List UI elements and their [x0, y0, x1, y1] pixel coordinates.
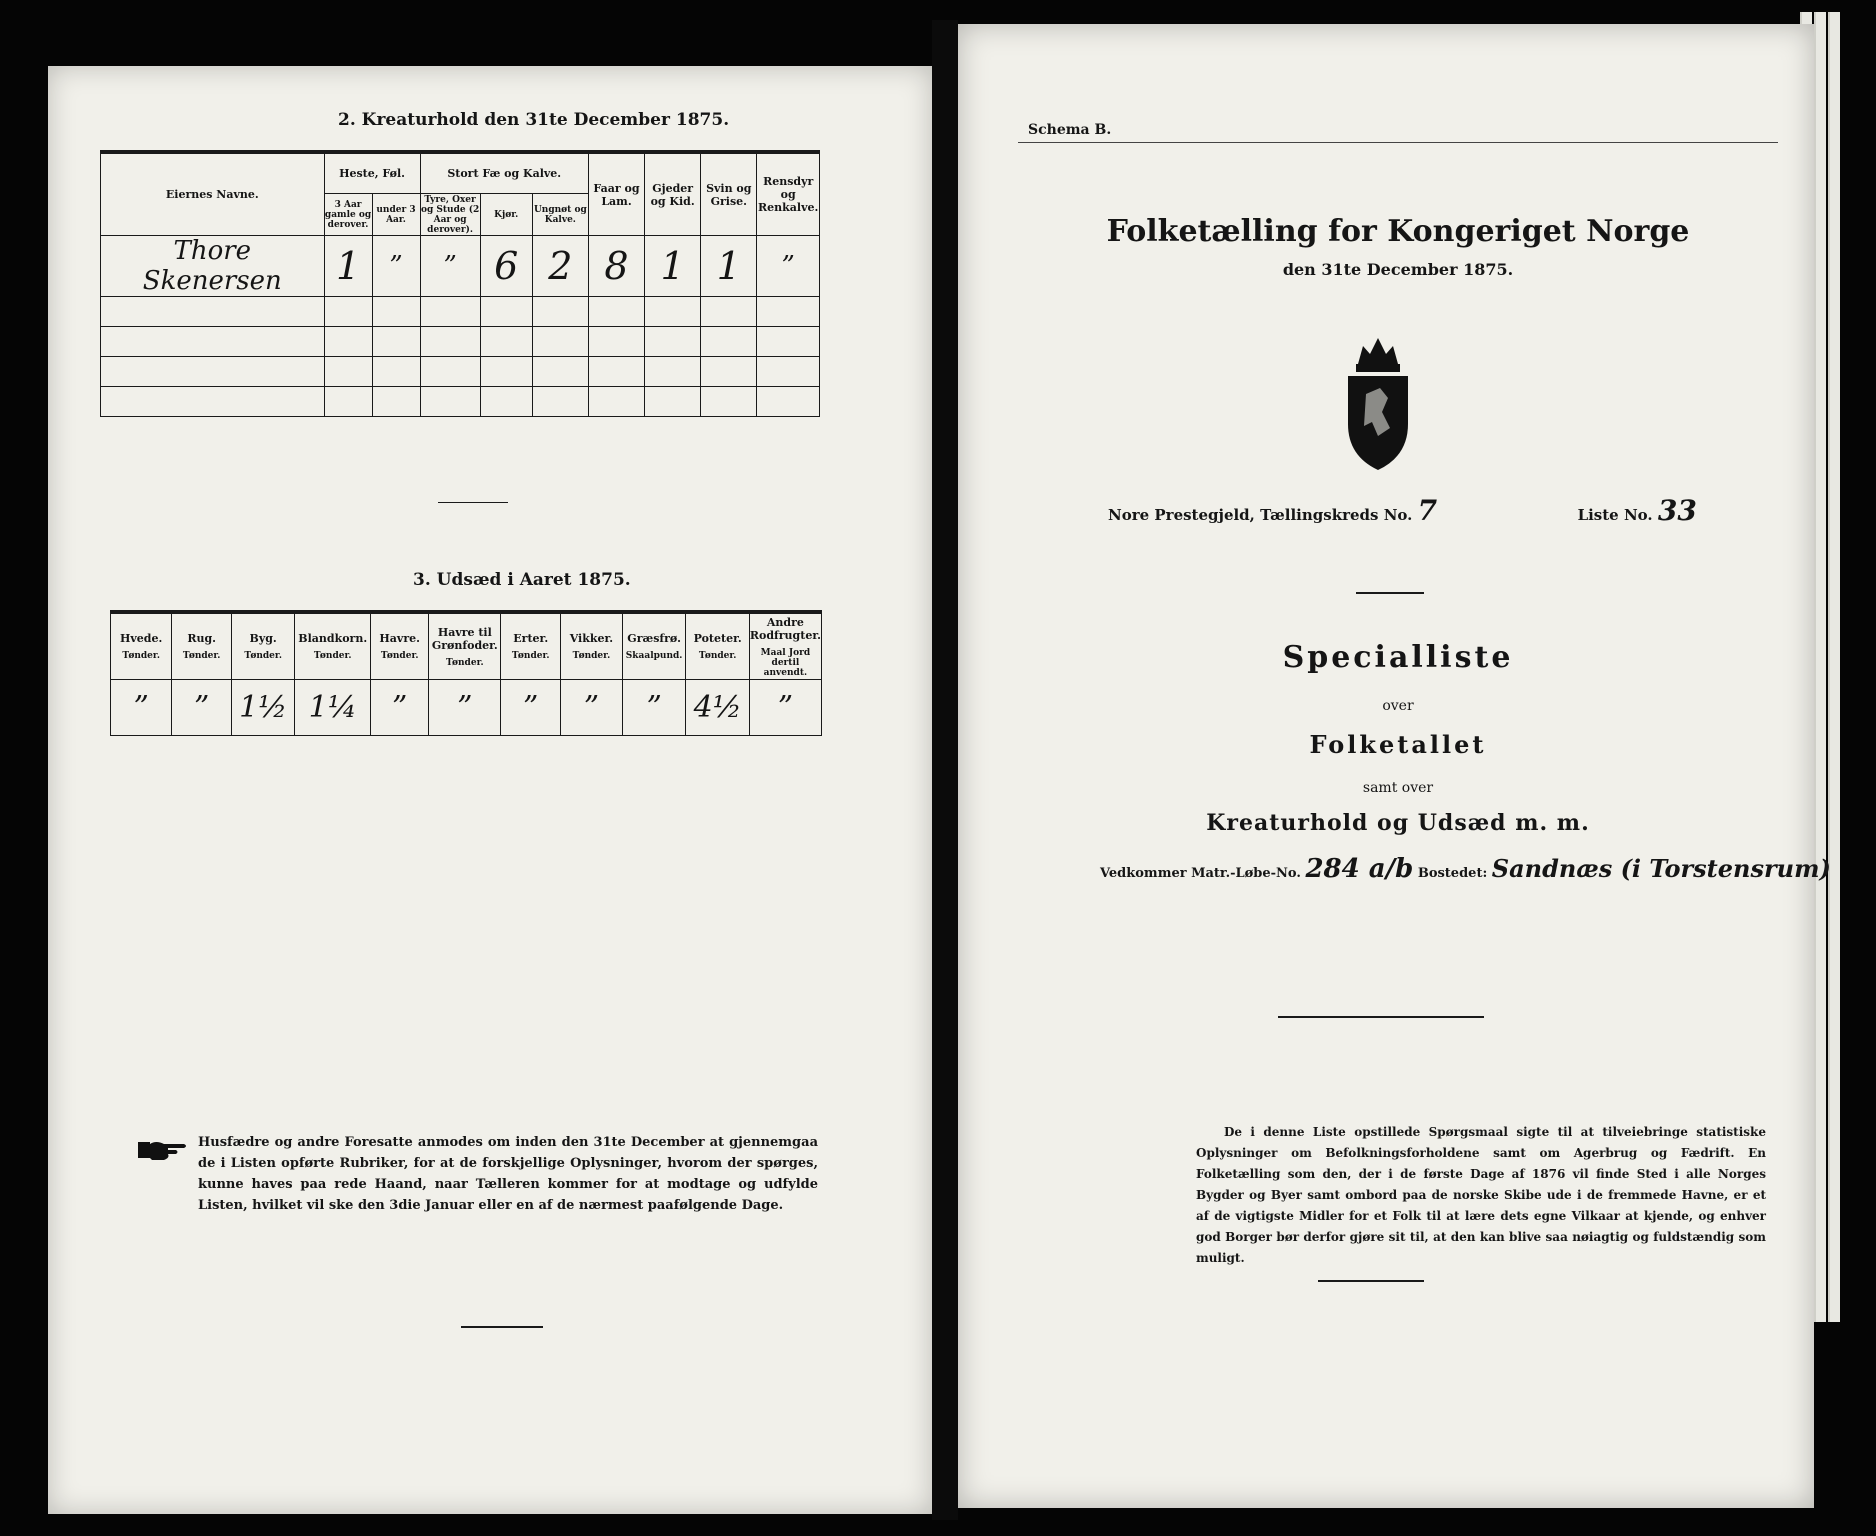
samt-over: samt over [1362, 780, 1434, 796]
header-young-cattle: Ungnøt og Kalve. [532, 194, 588, 236]
sowing-header-unit: Tønder. [182, 651, 221, 661]
sowing-header-name: Erter. [513, 632, 549, 645]
sowing-header-unit: Tønder. [244, 651, 282, 661]
sowing-value-9: 4½ [686, 680, 749, 736]
sowing-header-unit: Tønder. [572, 651, 611, 661]
value-cows: 6 [480, 236, 532, 297]
separator [1356, 592, 1424, 594]
sowing-header-unit: Skaalpund. [625, 651, 683, 661]
value-reindeer: ” [757, 236, 820, 297]
header-cows: Kjør. [480, 194, 532, 236]
sowing-value-5: ” [429, 680, 501, 736]
sowing-header-name: Rug. [187, 632, 216, 645]
sowing-header-name: Poteter. [693, 632, 742, 645]
bosted-label: Bostedet: [1417, 866, 1488, 881]
sowing-value-10: ” [749, 680, 821, 736]
left-page [48, 66, 932, 1514]
value-pigs: 1 [701, 236, 757, 297]
section3-title: 3. Udsæd i Aaret 1875. [413, 570, 631, 590]
header-pigs: Svin og Grise. [701, 154, 757, 236]
sowing-header-6 [501, 614, 561, 680]
footer-rule [461, 1326, 543, 1328]
sowing-header-unit: Tønder. [511, 651, 550, 661]
matr-label: Vedkommer Matr.-Løbe-No. [1100, 866, 1301, 881]
section2-title: 2. Kreaturhold den 31te December 1875. [338, 110, 730, 130]
header-sheep: Faar og Lam. [588, 154, 644, 236]
sowing-value-0: ” [111, 680, 172, 736]
circuit-number: 7 [1417, 494, 1438, 527]
folketallet-title: Folketallet [1309, 730, 1487, 759]
sowing-value-3: 1¼ [295, 680, 371, 736]
sowing-header-0 [111, 614, 172, 680]
sowing-header-1 [172, 614, 232, 680]
sowing-header-unit: Tønder. [446, 657, 484, 668]
right-page [958, 24, 1831, 1508]
table-row [101, 357, 820, 387]
pointing-hand-icon [136, 1136, 188, 1164]
value-young-cattle: 2 [532, 236, 588, 297]
header-horses-old: 3 Aar gamle og derover. [324, 194, 372, 236]
sowing-header-name: Byg. [249, 632, 277, 645]
sowing-header-name: Andre Rodfrugter. [749, 615, 821, 642]
list-number: 33 [1657, 494, 1697, 527]
value-sheep: 8 [588, 236, 644, 297]
over-1: over [1382, 698, 1414, 714]
header-cattle: Stort Fæ og Kalve. [420, 154, 588, 194]
kreaturhold-title: Kreaturhold og Udsæd m. m. [1206, 810, 1590, 836]
header-bulls: Tyre, Oxer og Stude (2 Aar og derover). [420, 194, 480, 235]
sowing-header-unit: Tønder. [698, 651, 737, 661]
sowing-header-2 [231, 614, 294, 680]
footer-rule [1318, 1280, 1424, 1282]
sowing-header-7 [561, 614, 623, 680]
value-goats: 1 [645, 236, 701, 297]
sowing-header-name: Græsfrø. [627, 632, 681, 645]
list-label: Liste No. [1577, 506, 1653, 524]
sowing-header-unit: Maal Jord dertil anvendt. [760, 647, 811, 678]
sowing-header-unit: Tønder. [380, 651, 419, 661]
intro-text: De i denne Liste opstillede Spørgsmaal sigte til at tilveiebringe statistiske Oplysninger om Befolkningsforholdene samt om Agerbrug og Fædrift. En Folketælling som den, der i de første Dage af 1876 vil finde Sted i alle Norges Bygder og Byer samt ombord paa de norske Skibe ude i de fremmede Havne, er et af de vigtigste Midler for et Folk til at lære dets egne Vilkaar at kjende, og enhver god Borger bør derfor gjøre sit til, at den kan blive saa nøiagtig og fuldstændig som muligt. [1196, 1125, 1766, 1265]
district-line [1108, 494, 1758, 527]
sowing-header-unit: Tønder. [122, 651, 160, 661]
table-row [101, 387, 820, 417]
header-rule [1018, 142, 1778, 143]
header-goats: Gjeder og Kid. [645, 154, 701, 236]
sowing-value-4: ” [371, 680, 429, 736]
sowing-header-name: Havre. [379, 632, 420, 645]
separator [438, 502, 508, 503]
header-reindeer: Rensdyr og Renkalve. [757, 154, 820, 236]
sowing-value-2: 1½ [231, 680, 294, 736]
sowing-value-7: ” [561, 680, 623, 736]
document-title: Folketælling for Kongeriget Norge [1106, 214, 1690, 249]
parish: Nore Prestegjeld, [1108, 506, 1255, 524]
bosted-value: Sandnæs (i Torstensrum) [1491, 854, 1831, 883]
table-row [101, 297, 820, 327]
header-owner: Eiernes Navne. [101, 154, 325, 236]
livestock-table [100, 153, 820, 417]
schema-label: Schema B. [1028, 122, 1112, 138]
sowing-header-5 [429, 614, 501, 680]
owner-name: Thore Skenersen [101, 236, 325, 297]
sowing-header-name: Havre til Grønfoder. [431, 625, 498, 652]
sowing-header-8 [622, 614, 686, 680]
notice-text: Husfædre og andre Foresatte anmodes om inden den 31te December at gjennemgaa de i Listen opførte Rubriker, for at de forskjellige Oplysninger, hvorom der spørges, kunne haves paa rede Haand, naar Tælleren kommer for at modtage og udfylde Listen, hvilket vil ske den 3die Januar eller en af de nærmest paafølgende Dage. [198, 1135, 818, 1213]
value-horses-old: 1 [324, 236, 372, 297]
matr-line [1100, 854, 1831, 884]
sowing-header-name: Hvede. [120, 632, 163, 645]
header-horses-young: under 3 Aar. [372, 194, 420, 236]
sowing-header-10 [749, 614, 821, 680]
sowing-value-6: ” [501, 680, 561, 736]
sowing-header-9 [686, 614, 749, 680]
sowing-value-1: ” [172, 680, 232, 736]
sowing-header-3 [295, 614, 371, 680]
coat-of-arms-icon [1328, 324, 1428, 474]
circuit-label: Tællingskreds No. [1260, 506, 1413, 524]
document-date: den 31te December 1875. [1282, 260, 1514, 279]
value-bulls: ” [420, 236, 480, 297]
sowing-table [110, 613, 822, 736]
sowing-header-4 [371, 614, 429, 680]
sowing-value-8: ” [622, 680, 686, 736]
sowing-header-unit: Tønder. [313, 651, 352, 661]
sowing-header-name: Blandkorn. [298, 632, 368, 645]
special-list-title: Specialliste [1282, 640, 1514, 675]
matr-number: 284 a/b [1305, 854, 1414, 884]
value-horses-young: ” [372, 236, 420, 297]
book-spine [932, 20, 958, 1520]
separator [1278, 1016, 1484, 1018]
sowing-header-name: Vikker. [569, 632, 614, 645]
header-horses: Heste, Føl. [324, 154, 420, 194]
table-row [101, 327, 820, 357]
